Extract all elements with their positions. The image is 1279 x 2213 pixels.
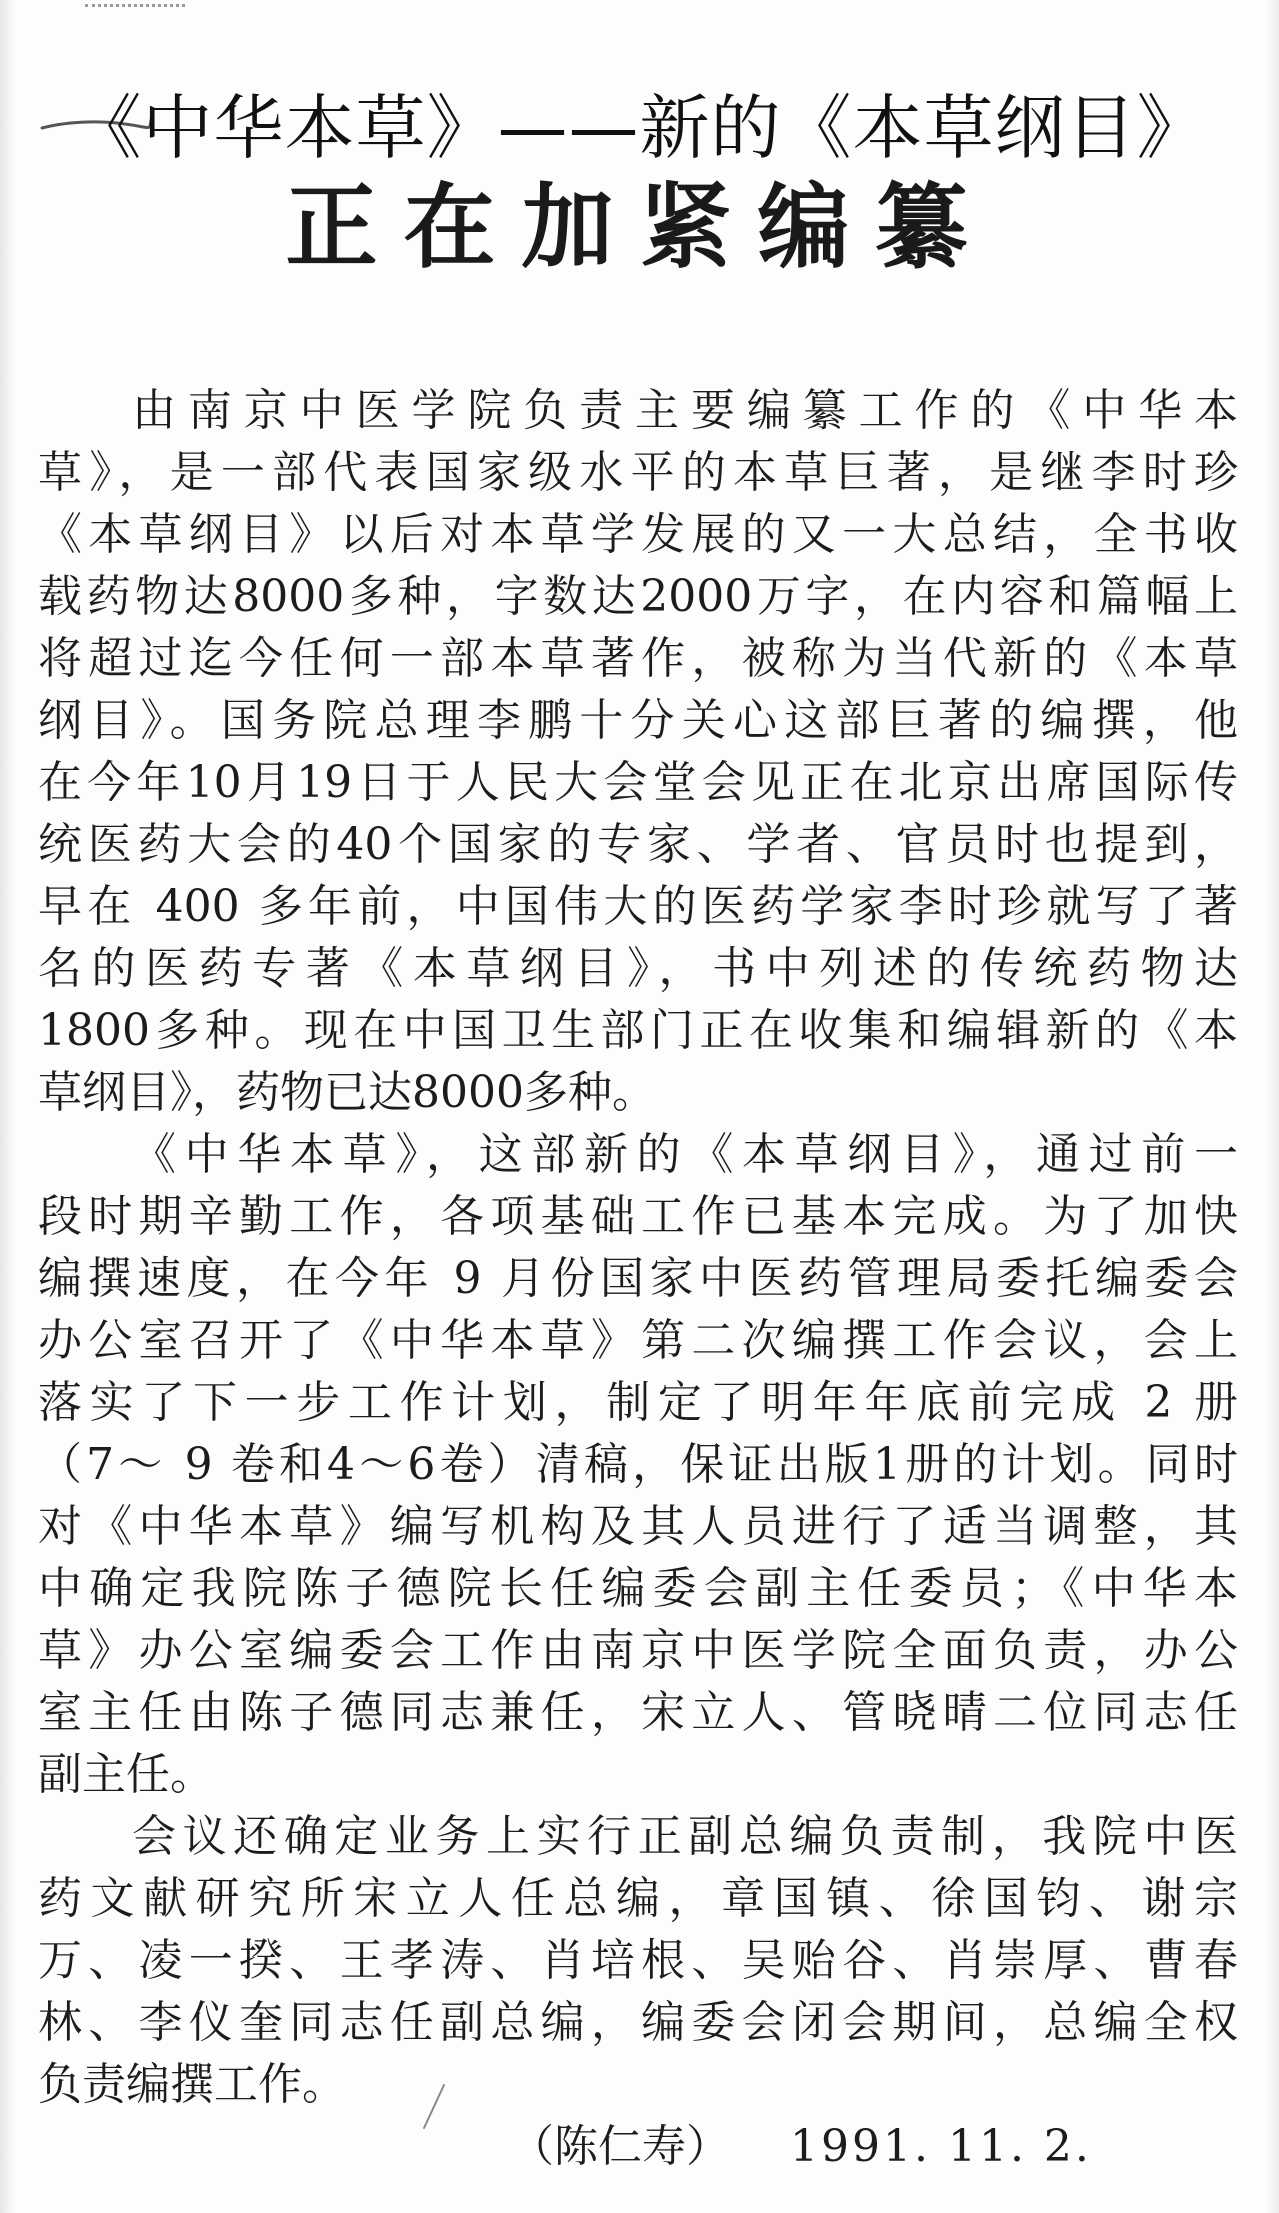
paragraph-line: 药文献研究所宋立人任总编，章国镇、徐国钧、谢宗	[38, 1873, 1238, 1924]
paragraph-line: 由南京中医学院负责主要编纂工作的《中华本	[132, 385, 1238, 436]
paragraph-line: 对《中华本草》编写机构及其人员进行了适当调整，其	[38, 1501, 1238, 1552]
perforation-dots	[85, 4, 185, 13]
paragraph-line: 载药物达8000多种，字数达2000万字，在内容和篇幅上	[38, 571, 1238, 622]
paragraph-line: 在今年10月19日于人民大会堂会见正在北京出席国际传	[38, 757, 1238, 808]
article-signoff	[0, 2112, 1279, 2182]
paragraph-line: 万、凌一揆、王孝涛、肖培根、吴贻谷、肖崇厚、曹春	[38, 1935, 1238, 1986]
paragraph-line: 段时期辛勤工作，各项基础工作已基本完成。为了加快	[38, 1191, 1238, 1242]
paragraph-line: 将超过迄今任何一部本草著作，被称为当代新的《本草	[38, 633, 1238, 684]
paragraph-line: 《中华本草》，这部新的《本草纲目》，通过前一	[132, 1129, 1238, 1180]
paragraph-2	[38, 1124, 1238, 1806]
headline-line-2: 正在加紧编纂	[285, 174, 994, 281]
paragraph-line: 统医药大会的40个国家的专家、学者、官员时也提到，	[38, 819, 1238, 870]
paragraph-line: 名的医药专著《本草纲目》，书中列述的传统药物达	[38, 943, 1238, 994]
paragraph-line: 会议还确定业务上实行正副总编负责制，我院中医	[132, 1811, 1238, 1862]
author-byline: （陈仁寿）	[510, 2121, 730, 2172]
paragraph-line: 早在 400 多年前，中国伟大的医药学家李时珍就写了著	[38, 881, 1238, 932]
paragraph-3	[38, 1806, 1238, 2116]
paragraph-line: 负责编撰工作。	[38, 2059, 346, 2110]
paragraph-line: 室主任由陈子德同志兼任，宋立人、管晓晴二位同志任	[38, 1687, 1238, 1738]
paragraph-line: 草》，是一部代表国家级水平的本草巨著，是继李时珍	[38, 447, 1238, 498]
paragraph-line: 中确定我院陈子德院长任编委会副主任委员；《中华本	[38, 1563, 1238, 1614]
paragraph-line: 《本草纲目》以后对本草学发展的又一大总结，全书收	[38, 509, 1238, 560]
paragraph-line: 林、李仪奎同志任副总编，编委会闭会期间，总编全权	[38, 1997, 1238, 2048]
paragraph-line: 纲目》。国务院总理李鹏十分关心这部巨著的编撰，他	[38, 695, 1238, 746]
paragraph-line: 编撰速度，在今年 9 月份国家中医药管理局委托编委会	[38, 1253, 1238, 1304]
paragraph-line: 草纲目》，药物已达8000多种。	[38, 1067, 656, 1118]
paragraph-line: 副主任。	[38, 1749, 214, 1800]
scan-edge-shadow-right	[1267, 0, 1279, 2213]
paragraph-line: 落实了下一步工作计划，制定了明年年底前完成 2 册	[38, 1377, 1238, 1428]
paragraph-line: 办公室召开了《中华本草》第二次编撰工作会议，会上	[38, 1315, 1238, 1366]
paragraph-1	[38, 380, 1238, 1124]
headline-line-1: 《中华本草》——新的《本草纲目》	[71, 87, 1208, 169]
article-body	[38, 380, 1238, 2116]
paragraph-line: 草》办公室编委会工作由南京中医学院全面负责，办公	[38, 1625, 1238, 1676]
paragraph-line: （7～ 9 卷和4～6卷）清稿，保证出版1册的计划。同时	[38, 1439, 1238, 1490]
paragraph-line: 1800多种。现在中国卫生部门正在收集和编辑新的《本	[38, 1005, 1238, 1056]
scan-edge-shadow-left	[0, 0, 16, 2213]
publication-date: 1991. 11. 2.	[790, 2121, 1092, 2172]
